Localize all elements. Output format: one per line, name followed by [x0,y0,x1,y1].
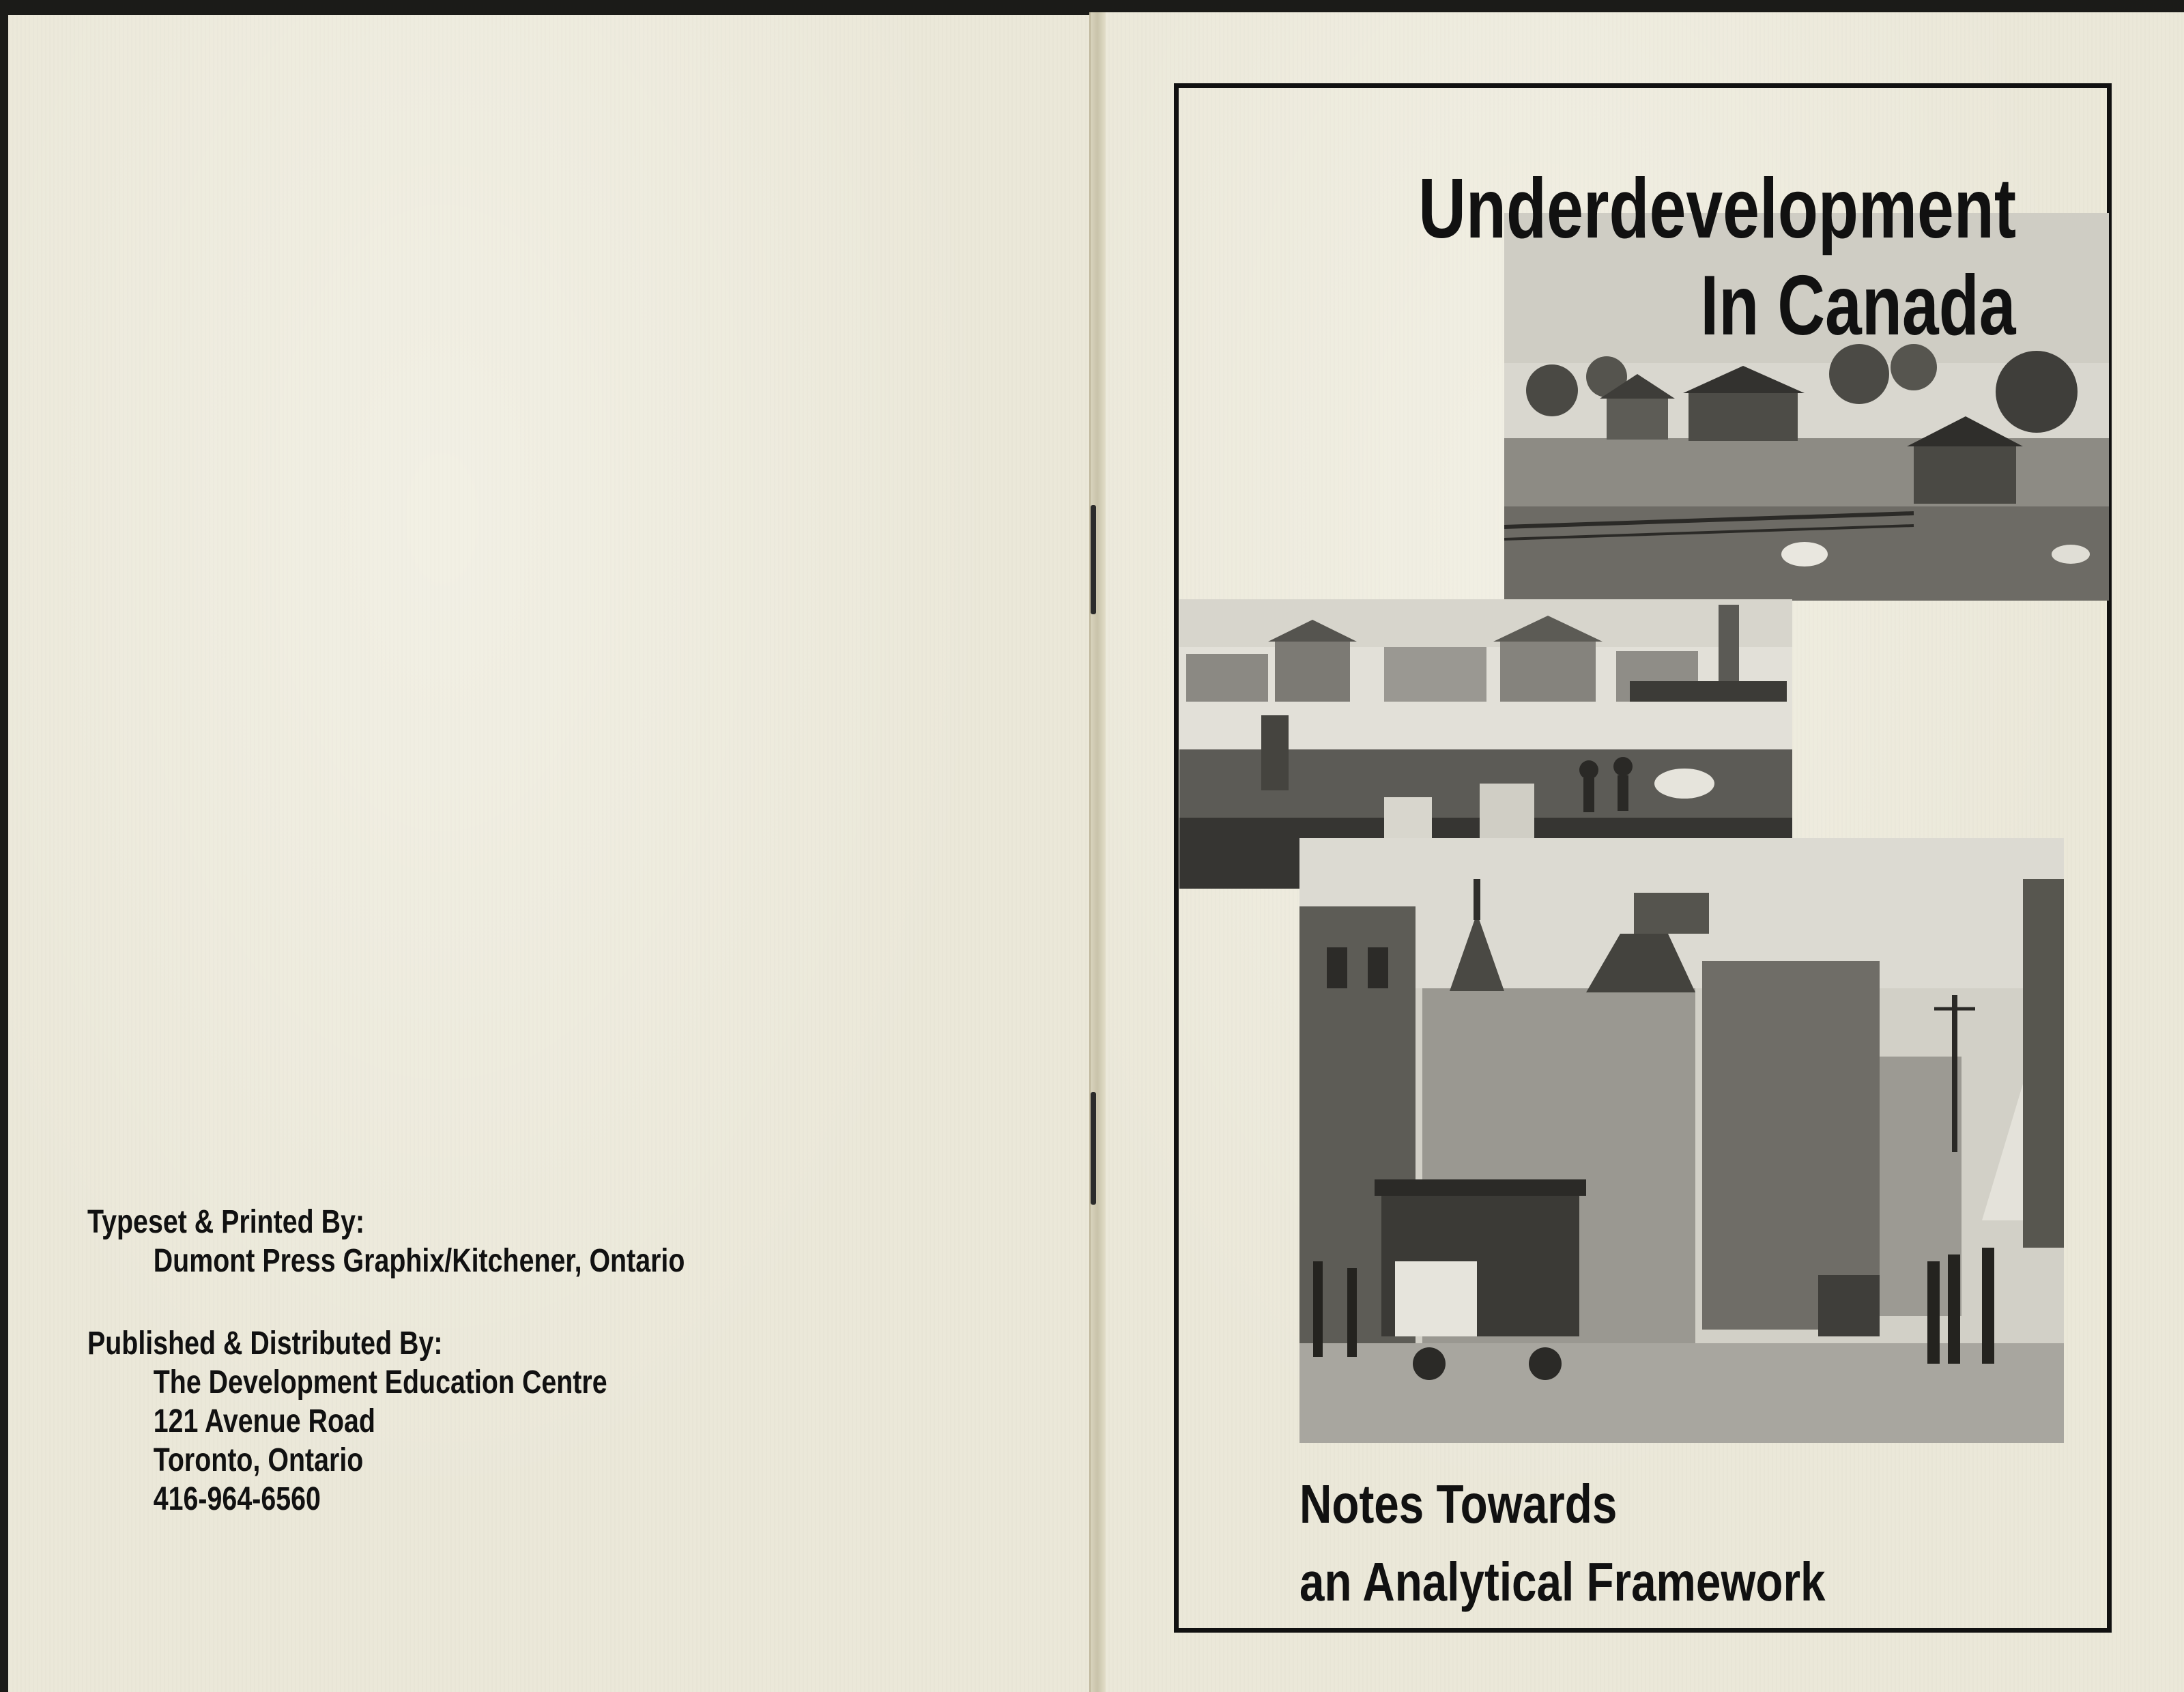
printer-name: Dumont Press Graphix/Kitchener, Ontario [153,1243,685,1279]
cover-title-line2: In Canada [1700,259,2016,353]
booklet-spine [1089,12,1106,1692]
cover-title-line1: Underdevelopment [1418,162,2016,256]
publisher-city: Toronto, Ontario [153,1442,364,1478]
published-heading: Published & Distributed By: [87,1325,443,1362]
publisher-street: 121 Avenue Road [153,1403,375,1439]
cover-subtitle-line2: an Analytical Framework [1299,1551,1826,1612]
publisher-phone: 416-964-6560 [153,1481,321,1517]
publisher-name: The Development Education Centre [153,1364,607,1401]
publisher-credit [87,1324,607,1519]
staple-bottom [1091,1092,1096,1205]
printer-credit [87,1203,685,1280]
typeset-heading: Typeset & Printed By: [87,1204,365,1240]
victorian-street-engraving [1299,838,2064,1443]
cover-subtitle-line1: Notes Towards [1299,1474,1618,1534]
staple-top [1091,505,1096,614]
victorian-street-illustration [1299,838,2064,1443]
